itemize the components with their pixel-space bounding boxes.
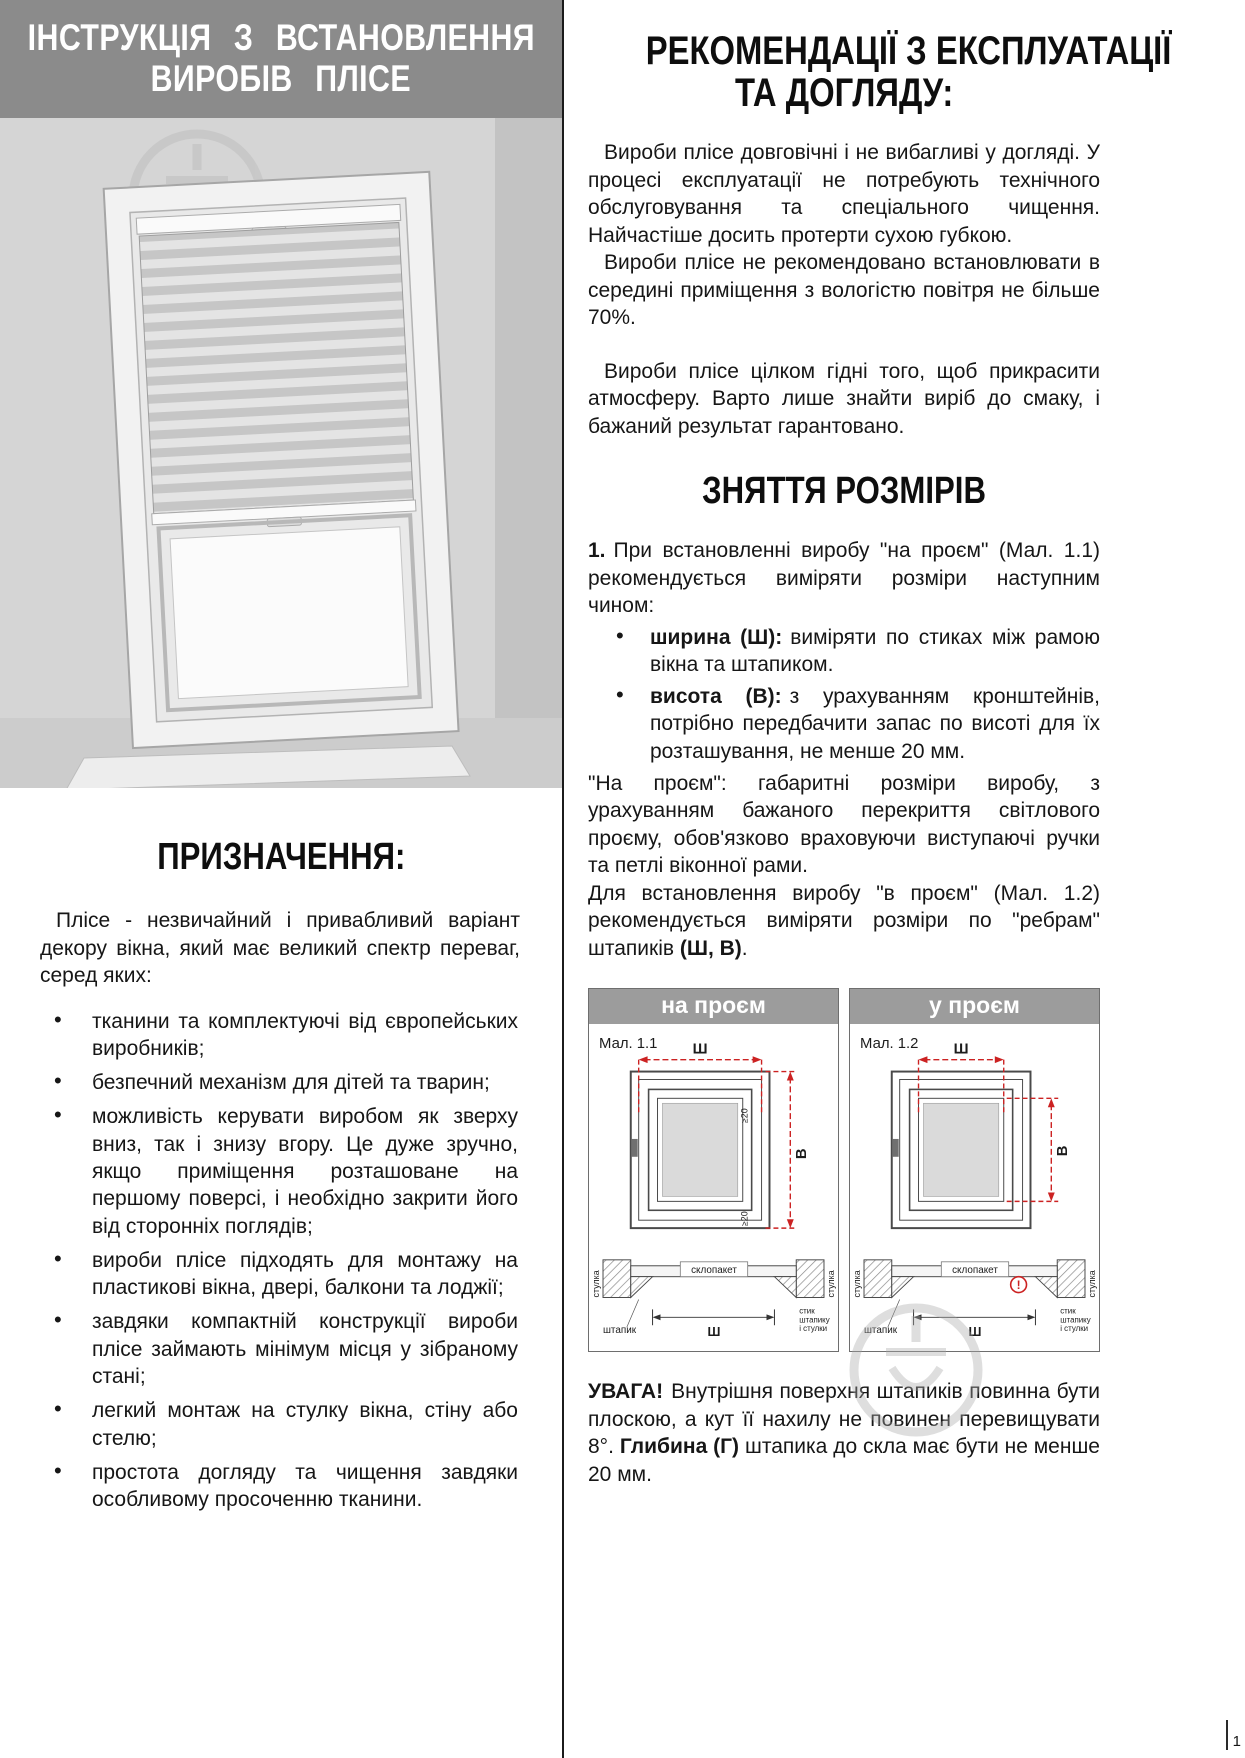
pleated-blind bbox=[139, 222, 413, 513]
svg-text:і стулки: і стулки bbox=[1060, 1324, 1089, 1334]
cs-width-dim bbox=[914, 1310, 1036, 1326]
purpose-bullet: • вироби плісе підходять для монтажу на пластикові вікна, двері, балкони та лоджії; bbox=[52, 1247, 518, 1302]
figure-on-opening bbox=[588, 988, 839, 1352]
height-dim-label: В bbox=[1055, 1145, 1072, 1157]
attention-paragraph: УВАГА! Внутрішня поверхня штапиків повинна бути плоскою, а кут її нахилу не повинен перевищувати 8°. Глибина (Г) штапика до скла має бути не менше 20 мм. bbox=[588, 1380, 1100, 1486]
sash-label: стулка bbox=[591, 1270, 602, 1298]
sash-label: стулка bbox=[825, 1270, 836, 1298]
attention-label: УВАГА! bbox=[588, 1380, 664, 1404]
window-glass bbox=[170, 527, 408, 699]
warning-mark: ! bbox=[1016, 1278, 1021, 1293]
care-paragraph-1: Вироби плісе довговічні і не вибагливі у догляді. У процесі експлуатації не потребують технічного обслуговування та спеціального чищення. Найчастіше досить протерти сухою губкою. bbox=[588, 141, 1100, 247]
measuring-on-opening: "На проєм": габаритні розміри виробу, з урахуванням бажаного перекриття світлового проєму, обов'язково враховуючи виступаючі ручки та петлі віконної рами. bbox=[588, 771, 1100, 878]
measuring-title: ЗНЯТТЯ РОЗМІРІВ bbox=[702, 470, 986, 512]
glass-drawing bbox=[662, 1104, 737, 1197]
bead-label: штапик bbox=[864, 1325, 898, 1337]
clearance-label: ≥20 bbox=[739, 1108, 750, 1124]
column-divider bbox=[562, 0, 564, 1758]
purpose-bullet: • можливість керувати виробом як зверху вниз, так і знизу вгору. Це дуже зручно, якщо приміщення розташоване на першому поверсі, і необхідно закрити його від сторонніх поглядів; bbox=[52, 1103, 518, 1239]
svg-text:і стулки: і стулки bbox=[799, 1324, 828, 1334]
window-handle bbox=[893, 1139, 899, 1157]
care-paragraph-2: Вироби плісе не рекомендовано встановлювати в середині приміщення з вологістю повітря не більше 70%. bbox=[588, 251, 1100, 329]
cs-width-label: Ш bbox=[707, 1324, 721, 1340]
page-number-rule bbox=[1226, 1720, 1228, 1750]
page-number bbox=[1226, 1720, 1241, 1750]
purpose-list bbox=[52, 1008, 518, 1514]
figure-in-opening-drawing bbox=[850, 1024, 1099, 1351]
svg-text:штапику: штапику bbox=[799, 1315, 830, 1325]
glass-drawing bbox=[923, 1104, 998, 1197]
care-paragraph-3: Вироби плісе цілком гідні того, щоб прикрасити атмосферу. Варто лише знайти виріб до смаку, і бажаний результат гарантовано. bbox=[588, 359, 1100, 438]
fig-label: Мал. 1.1 bbox=[599, 1036, 658, 1053]
joint-label: стик bbox=[799, 1306, 815, 1316]
figures-row bbox=[588, 988, 1100, 1352]
width-dim-label: Ш bbox=[953, 1042, 969, 1059]
figure-in-opening-header: у проєм bbox=[850, 989, 1099, 1024]
cs-width-label: Ш bbox=[968, 1324, 982, 1340]
purpose-intro: Плісе - незвичайний і привабливий варіант декору вікна, який має великий спектр переваг, серед яких: bbox=[40, 909, 520, 987]
left-column bbox=[0, 0, 562, 1521]
purpose-bullet: • завдяки компактній конструкції вироби плісе займають мінімум місця у зібраному стані; bbox=[52, 1308, 518, 1390]
height-dim-label: В bbox=[794, 1148, 811, 1160]
sash-label: стулка bbox=[1086, 1270, 1097, 1298]
measuring-bullet-width: • ширина (Ш): виміряти по стиках між рамою вікна та штапиком. bbox=[614, 624, 1100, 679]
fig-label: Мал. 1.2 bbox=[860, 1036, 919, 1053]
window-frame bbox=[104, 172, 459, 748]
measuring-bullet-height: • висота (В): з урахуванням кронштейнів, потрібно передбачити запас по висоті для їх розташування, не менше 20 мм. bbox=[614, 683, 1100, 765]
purpose-bullet: • легкий монтаж на стулку вікна, стіну або стелю; bbox=[52, 1397, 518, 1452]
figure-on-opening-drawing bbox=[589, 1024, 838, 1351]
purpose-bullet: • безпечний механізм для дітей та тварин; bbox=[52, 1069, 518, 1096]
window-photo bbox=[0, 118, 562, 788]
document-title-band bbox=[0, 0, 562, 118]
clearance-label: ≥20 bbox=[739, 1211, 750, 1227]
width-dim-label: Ш bbox=[692, 1042, 708, 1059]
measuring-in-opening: Для встановлення виробу "в проєм" (Мал. 1.2) рекомендується виміряти розміри по "ребрам" штапиків (Ш, В). bbox=[588, 881, 1100, 960]
svg-text:штапику: штапику bbox=[1060, 1315, 1091, 1325]
purpose-bullet: • тканини та комплектуючі від європейських виробників; bbox=[52, 1008, 518, 1063]
care-title bbox=[588, 29, 1172, 115]
figure-in-opening bbox=[849, 988, 1100, 1352]
measuring-step: 1. При встановленні виробу "на проєм" (Мал. 1.1) рекомендується виміряти розміри наступним чином: bbox=[588, 539, 1100, 617]
bead-label: штапик bbox=[603, 1325, 637, 1337]
window-illustration-svg bbox=[0, 118, 562, 788]
cs-width-dim bbox=[653, 1310, 775, 1326]
measuring-list bbox=[614, 624, 1100, 765]
glazing-label: склопакет bbox=[952, 1265, 998, 1277]
sash-label: стулка bbox=[852, 1270, 863, 1298]
glazing-label: склопакет bbox=[691, 1265, 737, 1277]
care-title-line2: ТА ДОГЛЯДУ: bbox=[734, 71, 954, 115]
purpose-bullet: • простота догляду та чищення завдяки особливому просоченню тканини. bbox=[52, 1459, 518, 1514]
figure-on-opening-header: на проєм bbox=[589, 989, 838, 1024]
window-handle bbox=[632, 1139, 638, 1157]
right-column bbox=[588, 0, 1172, 1488]
page-number-value: 1 bbox=[1232, 1733, 1241, 1750]
purpose-title: ПРИЗНАЧЕННЯ: bbox=[156, 836, 406, 878]
document-title-line1: ІНСТРУКЦІЯ З ВСТАНОВЛЕННЯ bbox=[27, 17, 535, 59]
wall-corner-shade bbox=[495, 118, 562, 788]
document-title-line2: ВИРОБІВ ПЛІСЕ bbox=[150, 58, 412, 99]
joint-label: стик bbox=[1060, 1306, 1076, 1316]
care-title-line1: РЕКОМЕНДАЦІЇ З ЕКСПЛУАТАЦІЇ bbox=[645, 29, 1172, 73]
